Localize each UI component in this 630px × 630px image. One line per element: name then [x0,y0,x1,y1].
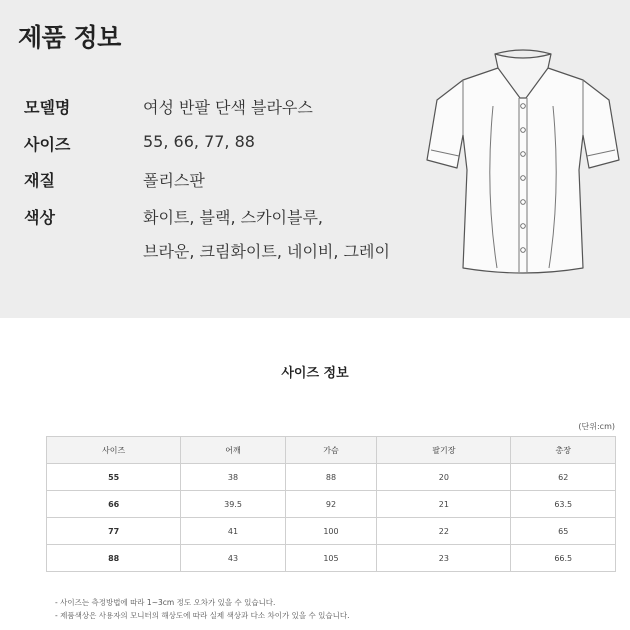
table-cell: 66 [47,491,181,518]
table-cell: 43 [181,545,285,572]
size-info-title: 사이즈 정보 [281,366,349,381]
spec-value-size: 55, 66, 77, 88 [143,132,255,151]
table-cell: 20 [377,464,511,491]
table-cell: 62 [511,464,616,491]
table-cell: 92 [285,491,376,518]
table-cell: 105 [285,545,376,572]
spec-label-material: 재질 [24,171,55,190]
table-cell: 88 [285,464,376,491]
table-header-row [47,437,616,464]
table-cell: 66.5 [511,545,616,572]
table-row [47,464,616,491]
spec-value-material: 폴리스판 [143,171,205,190]
column-header: 팔기장 [377,437,511,464]
table-row [47,545,616,572]
page-title: 제품 정보 [18,23,121,52]
spec-label-color: 색상 [24,208,55,227]
table-cell: 23 [377,545,511,572]
column-header: 어깨 [181,437,285,464]
size-table [46,436,616,572]
spec-value-model: 여성 반팔 단색 블라우스 [143,98,313,117]
note-color: - 제품색상은 사용자의 모니터의 해상도에 따라 실제 색상과 다소 차이가 있을 수 있습니다. [55,611,350,620]
table-cell: 39.5 [181,491,285,518]
column-header: 가슴 [285,437,376,464]
table-cell: 41 [181,518,285,545]
note-measurement: - 사이즈는 측정방법에 따라 1~3cm 정도 오차가 있을 수 있습니다. [55,598,276,607]
table-cell: 65 [511,518,616,545]
blouse-illustration [423,40,623,280]
table-cell: 77 [47,518,181,545]
column-header: 사이즈 [47,437,181,464]
spec-value-color-line1: 화이트, 블랙, 스카이블루, [143,208,323,227]
table-cell: 38 [181,464,285,491]
spec-label-model: 모델명 [24,98,71,117]
table-cell: 63.5 [511,491,616,518]
spec-label-size: 사이즈 [24,135,71,154]
unit-label: (단위:cm) [578,422,615,431]
table-row [47,518,616,545]
column-header: 총장 [511,437,616,464]
table-cell: 88 [47,545,181,572]
table-row [47,491,616,518]
table-cell: 55 [47,464,181,491]
table-cell: 100 [285,518,376,545]
table-cell: 21 [377,491,511,518]
spec-value-color-line2: 브라운, 크림화이트, 네이비, 그레이 [143,242,390,261]
table-cell: 22 [377,518,511,545]
